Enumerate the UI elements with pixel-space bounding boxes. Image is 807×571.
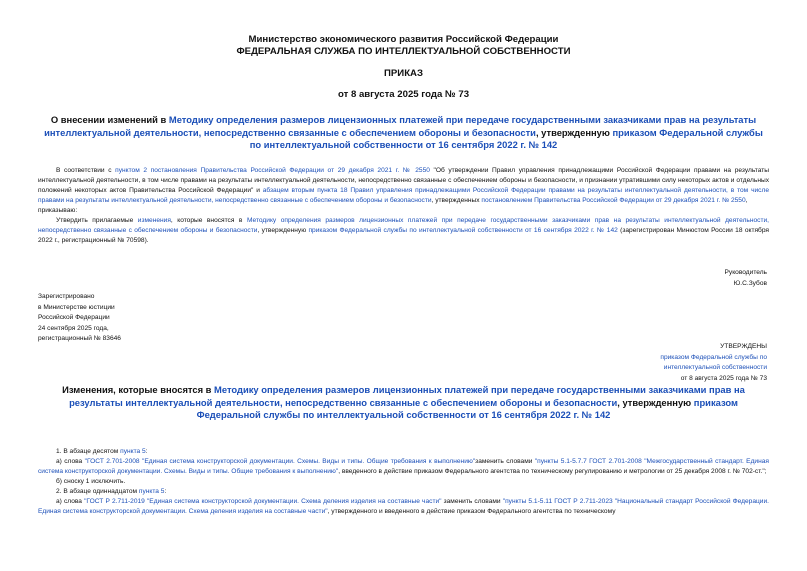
list-item <box>38 497 769 517</box>
decree-2550-link[interactable]: пунктом 2 постановления Правительства Российской Федерации от 29 декабря 2021 г. № 2550 <box>115 167 430 174</box>
text: , утвержденных <box>431 197 482 204</box>
paragraph-5-link[interactable]: пункта 5 <box>120 448 146 455</box>
approved-label: УТВЕРЖДЕНЫ <box>720 343 767 350</box>
decree-2550-link-2[interactable]: постановлением Правительства Российской Федерации от 29 декабря 2021 г. № 2550 <box>481 197 746 204</box>
approval-stamp <box>637 342 767 384</box>
registration-line: Зарегистрировано <box>38 293 95 300</box>
registration-line: 24 сентября 2025 года, <box>38 324 109 332</box>
text: : <box>145 448 148 455</box>
text: заменить словами <box>475 458 535 465</box>
approved-date: от 8 августа 2025 года № 73 <box>680 374 767 382</box>
registration-line: регистрационный № 83646 <box>38 335 121 342</box>
text: заменить словами <box>441 498 503 505</box>
text: В соответствии с <box>56 167 116 174</box>
gost-r-2711-2023-link[interactable]: "пункты 5.1-5.11 ГОСТ Р 2.711-2023 "Национальный стандарт Российской Федерации. Единая система конструкторской документации. Схема деления изделия на составные части" <box>38 498 769 515</box>
registration-note <box>38 292 121 345</box>
text: а) слова <box>56 498 85 505</box>
gost-r-2711-2019-link[interactable]: "ГОСТ Р 2.711-2019 "Единая система конструкторской документации. Схема деления изделия на составные части" <box>84 498 442 505</box>
list-item <box>38 457 769 477</box>
changes-list <box>38 447 769 517</box>
text: (зарегистрирован Минюстом России 18 октября 2022 г., регистрационный № 70598). <box>38 227 769 244</box>
changes-title-mid: , утвержденную <box>617 396 694 408</box>
order-title-mid: , утвержденную <box>535 126 613 138</box>
text: , утвержденного и введенного в действие приказом Федерального агентства по техническому <box>327 508 616 515</box>
order-142-link-3[interactable]: приказом Федеральной службы по интеллектуальной собственности от 16 сентября 2022 г. № 142 <box>196 396 738 420</box>
approving-order-link[interactable]: приказом Федеральной службы по интеллектуальной собственности <box>660 353 767 371</box>
text: , утвержденную <box>257 227 309 234</box>
text: Утвердить прилагаемые <box>56 217 138 224</box>
changes-title <box>40 384 767 422</box>
rules-p18-link[interactable]: абзацем вторым пункта 18 Правил управления принадлежащими Российской Федерации правами на результаты интеллектуальной деятельности, в том числе правами на результаты интеллектуальной деятельности, непосредственно связанные с обеспечением обороны и безопасности <box>38 187 769 204</box>
preamble <box>38 166 769 246</box>
order-title-pre: О внесении изменений в <box>50 114 169 125</box>
text: 2. В абзаце одиннадцатом <box>56 488 139 495</box>
methodology-link-3[interactable]: Методику определения размеров лицензионных платежей при передаче государственными заказчиками прав на результаты интеллектуальной деятельности, непосредственно связанные с обеспечением обороны и безопасности <box>69 384 745 408</box>
order-word: приказываю: <box>38 207 78 214</box>
text: 1. В абзаце десятом <box>56 448 121 455</box>
text: : <box>164 488 167 495</box>
approve-paragraph <box>38 216 769 246</box>
text: , <box>745 197 748 204</box>
methodology-link[interactable]: Методику определения размеров лицензионных платежей при передаче государственными заказчиками прав на результаты интеллектуальной деятельности, непосредственно связанные с обеспечением обороны и безопасности <box>44 114 757 138</box>
gost-2701-items-link[interactable]: "пункты 5.1-5.7.7 ГОСТ 2.701-2008 "Межгосударственный стандарт. Единая система конструкторской документации. Схемы. Виды и типы. Общие требования к выполнению" <box>38 458 769 475</box>
preamble-paragraph <box>38 166 769 206</box>
text: а) слова <box>56 458 85 465</box>
signature-name: Ю.С.Зубов <box>733 279 767 287</box>
changes-link[interactable]: изменения <box>137 217 171 224</box>
text: , которые вносятся в <box>170 217 247 224</box>
signature-position: Руководитель <box>724 269 767 276</box>
registration-line: в Министерстве юстиции <box>38 303 115 311</box>
signature <box>725 268 767 289</box>
order-142-link[interactable]: приказом Федеральной службы по интеллектуальной собственности от 16 сентября 2022 г. № 142 <box>249 126 763 150</box>
text: "Об утверждении Правил управления принадлежащими Российской Федерации правами на результаты интеллектуальной деятельности, в том числе правами на результаты интеллектуальной деятельности, непосредственно связанные с обеспечением обороны и безопасности, и признании утратившими силу некоторых актов и отдельных положений некоторых актов Правительства Российской Федерации" и <box>38 167 769 194</box>
ministry-name: Министерство экономического развития Российской Федерации <box>248 34 559 45</box>
text: , введенного в действие приказом Федерального агентства по техническому регулированию и метрологии от 25 декабря 2008 г. № 702-ст."; <box>338 468 767 475</box>
service-name: ФЕДЕРАЛЬНАЯ СЛУЖБА ПО ИНТЕЛЛЕКТУАЛЬНОЙ СОБСТВЕННОСТИ <box>236 46 571 57</box>
methodology-link-2[interactable]: Методику определения размеров лицензионных платежей при передаче государственными заказчиками прав на результаты интеллектуальной деятельности, непосредственно связанные с обеспечением обороны и безопасности <box>38 217 769 234</box>
paragraph-5-link-2[interactable]: пункта 5 <box>138 488 165 495</box>
registration-line: Российской Федерации <box>38 314 110 321</box>
gost-2701-link[interactable]: "ГОСТ 2.701-2008 "Единая система конструкторской документации. Схемы. Виды и типы. Общие требования к выполнению" <box>84 458 476 465</box>
document-date-number: от 8 августа 2025 года № 73 <box>337 89 470 100</box>
order-title <box>40 114 767 152</box>
document-type: ПРИКАЗ <box>384 68 423 79</box>
order-142-link-2[interactable]: приказом Федеральной службы по интеллектуальной собственности от 16 сентября 2022 г. № 142 <box>308 227 618 234</box>
list-item <box>38 487 769 497</box>
list-item <box>38 447 769 457</box>
list-item: б) сноску 1 исключить. <box>56 478 126 485</box>
changes-title-pre: Изменения, которые вносятся в <box>62 384 215 395</box>
